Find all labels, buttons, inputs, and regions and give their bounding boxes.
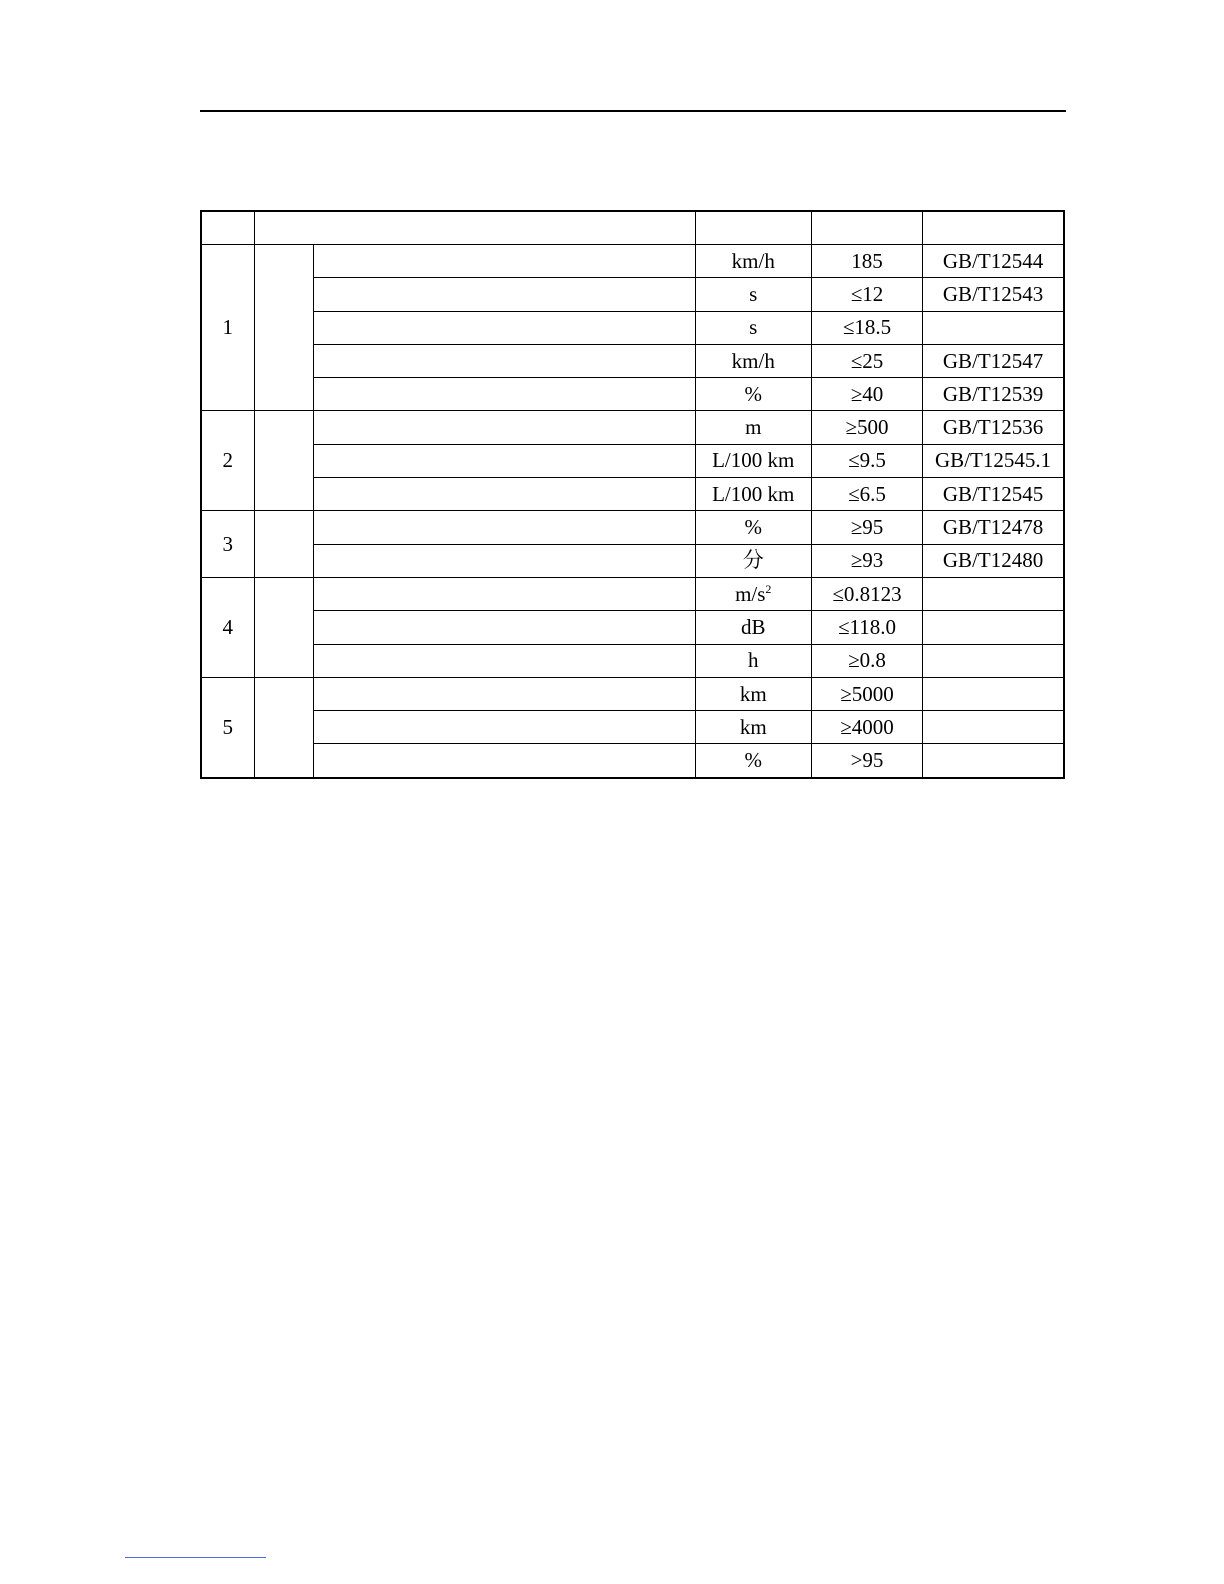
item-cell <box>313 478 695 511</box>
item-cell <box>313 344 695 377</box>
value-cell: ≥0.8 <box>811 644 922 677</box>
value-cell: ≥40 <box>811 378 922 411</box>
unit-base: m/s <box>735 582 766 607</box>
unit-cell: s <box>695 311 811 344</box>
item-cell <box>313 444 695 477</box>
table-row <box>201 611 1064 644</box>
unit-cell: m <box>695 411 811 444</box>
group-category-cell <box>254 511 313 578</box>
value-cell: ≤18.5 <box>811 311 922 344</box>
header-cell-unit <box>695 211 811 245</box>
table-row <box>201 411 1064 444</box>
standard-cell: GB/T12478 <box>923 511 1064 544</box>
table-row <box>201 711 1064 744</box>
unit-cell: % <box>695 744 811 778</box>
unit-cell <box>695 577 811 610</box>
unit-cell: dB <box>695 611 811 644</box>
table-row <box>201 511 1064 544</box>
item-cell <box>313 544 695 577</box>
unit-cell: km/h <box>695 344 811 377</box>
item-cell <box>313 677 695 710</box>
standard-cell: GB/T12544 <box>923 245 1064 278</box>
unit-superscript: 2 <box>765 582 772 597</box>
item-cell <box>313 278 695 311</box>
group-index-cell: 2 <box>201 411 254 511</box>
value-cell: ≤25 <box>811 344 922 377</box>
table-header-row <box>201 211 1064 245</box>
spec-table <box>200 210 1065 779</box>
standard-cell <box>923 577 1064 610</box>
value-cell: ≤0.8123 <box>811 577 922 610</box>
standard-cell: GB/T12545 <box>923 478 1064 511</box>
group-category-cell <box>254 411 313 511</box>
table-row <box>201 544 1064 577</box>
standard-cell: GB/T12539 <box>923 378 1064 411</box>
unit-cell: km <box>695 677 811 710</box>
value-cell: ≥4000 <box>811 711 922 744</box>
standard-cell <box>923 744 1064 778</box>
value-cell: ≥95 <box>811 511 922 544</box>
value-cell: ≤118.0 <box>811 611 922 644</box>
item-cell <box>313 511 695 544</box>
unit-cell: s <box>695 278 811 311</box>
item-cell <box>313 311 695 344</box>
standard-cell <box>923 711 1064 744</box>
table-row <box>201 278 1064 311</box>
standard-cell: GB/T12480 <box>923 544 1064 577</box>
unit-cell: km <box>695 711 811 744</box>
group-index-cell: 1 <box>201 245 254 411</box>
group-index-cell: 3 <box>201 511 254 578</box>
value-cell: ≤6.5 <box>811 478 922 511</box>
unit-cell: % <box>695 511 811 544</box>
unit-cell: % <box>695 378 811 411</box>
table-row <box>201 378 1064 411</box>
group-index-cell: 5 <box>201 677 254 777</box>
standard-cell <box>923 311 1064 344</box>
group-index-cell: 4 <box>201 577 254 677</box>
item-cell <box>313 711 695 744</box>
item-cell <box>313 611 695 644</box>
unit-cell: 分 <box>695 544 811 577</box>
value-cell: ≥5000 <box>811 677 922 710</box>
table-row <box>201 744 1064 778</box>
footnote-link-underline[interactable] <box>125 1557 266 1558</box>
standard-cell <box>923 677 1064 710</box>
unit-cell: km/h <box>695 245 811 278</box>
header-cell-index <box>201 211 254 245</box>
table-row <box>201 344 1064 377</box>
table-row <box>201 311 1064 344</box>
value-cell: >95 <box>811 744 922 778</box>
table-row <box>201 444 1064 477</box>
standard-cell: GB/T12536 <box>923 411 1064 444</box>
header-rule <box>200 110 1066 112</box>
standard-cell: GB/T12543 <box>923 278 1064 311</box>
value-cell: ≤9.5 <box>811 444 922 477</box>
unit-cell: h <box>695 644 811 677</box>
table-row <box>201 677 1064 710</box>
table-row <box>201 577 1064 610</box>
table-row <box>201 478 1064 511</box>
header-cell-item <box>254 211 695 245</box>
group-category-cell <box>254 245 313 411</box>
item-cell <box>313 411 695 444</box>
group-category-cell <box>254 577 313 677</box>
item-cell <box>313 744 695 778</box>
standard-cell: GB/T12547 <box>923 344 1064 377</box>
group-category-cell <box>254 677 313 777</box>
item-cell <box>313 577 695 610</box>
header-cell-standard <box>923 211 1064 245</box>
value-cell: ≥93 <box>811 544 922 577</box>
unit-cell: L/100 km <box>695 444 811 477</box>
item-cell <box>313 378 695 411</box>
header-cell-value <box>811 211 922 245</box>
standard-cell: GB/T12545.1 <box>923 444 1064 477</box>
standard-cell <box>923 611 1064 644</box>
value-cell: ≤12 <box>811 278 922 311</box>
value-cell: 185 <box>811 245 922 278</box>
item-cell <box>313 644 695 677</box>
item-cell <box>313 245 695 278</box>
unit-cell: L/100 km <box>695 478 811 511</box>
table-row <box>201 245 1064 278</box>
value-cell: ≥500 <box>811 411 922 444</box>
standard-cell <box>923 644 1064 677</box>
table-row <box>201 644 1064 677</box>
